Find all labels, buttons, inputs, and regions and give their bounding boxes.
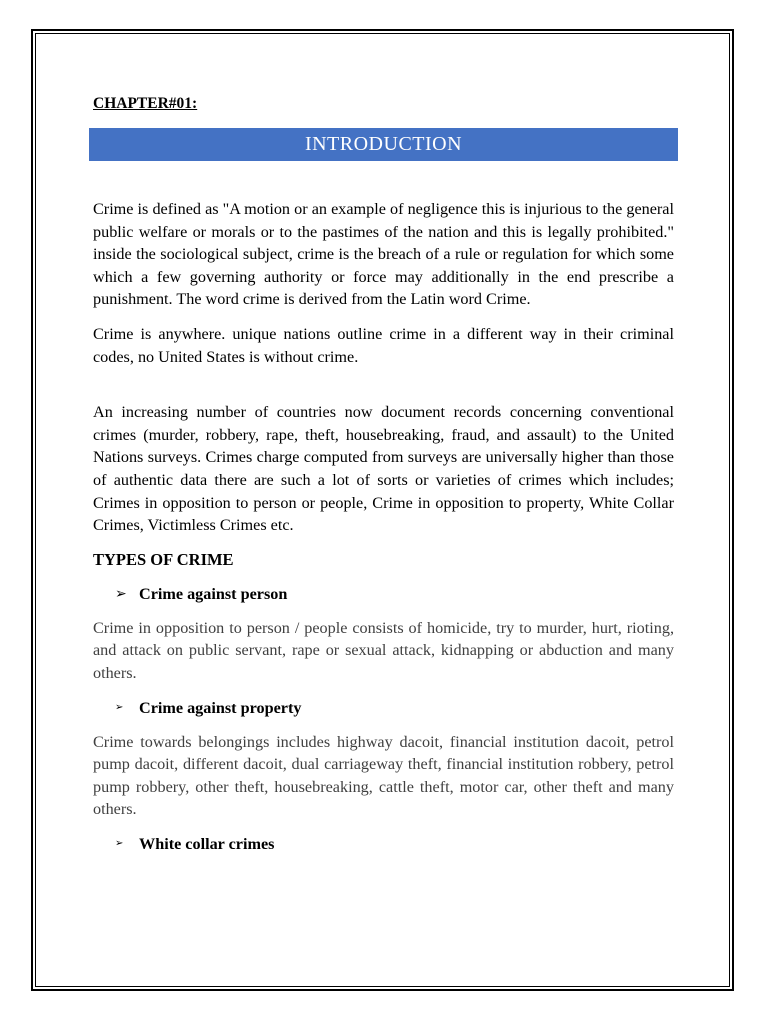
section-body-crime-against-person: Crime in opposition to person / people consists of homicide, try to murder, hurt, rioting, and attack on public servant, rape or sexual attack, kidnapping or abduction and many others. (93, 618, 674, 682)
section-body-crime-against-property: Crime towards belongings includes highway dacoit, financial institution dacoit, petrol pump dacoit, different dacoit, dual carriageway theft, financial institution robbery, petrol pump robbery, other theft, housebreaking, cattle theft, motor car, other theft and many others. (93, 732, 674, 819)
paragraph-gap (93, 380, 674, 401)
arrow-bullet-icon: ➢ (115, 837, 124, 849)
section-title: Crime against property (139, 698, 302, 717)
section-heading-white-collar-crimes (115, 833, 674, 855)
arrow-bullet-icon: ➢ (115, 701, 124, 713)
section-heading-crime-against-person (115, 583, 674, 605)
intro-paragraph-2: Crime is anywhere. unique nations outline crime in a different way in their criminal codes, no United States is without crime. (93, 324, 674, 366)
intro-paragraph-1: Crime is defined as "A motion or an example of negligence this is injurious to the general public welfare or morals or to the pastimes of the nation and this is legally prohibited." inside the sociological subject, crime is the breach of a rule or regulation for which some which a few governing authority or force may additionally in the end prescribe a punishment. The word crime is derived from the Latin word Crime. (93, 200, 674, 309)
intro-paragraph-3: An increasing number of countries now document records concerning conventional crimes (murder, robbery, rape, theft, housebreaking, fraud, and assault) to the United Nations surveys. Crimes charge computed from surveys are universally higher than those of authentic data there are such a lot of sorts or varieties of crimes which includes; Crimes in opposition to person or people, Crime in opposition to property, White Collar Crimes, Victimless Crimes etc. (93, 403, 674, 535)
arrow-bullet-icon: ➢ (115, 585, 127, 602)
section-title: White collar crimes (139, 834, 275, 853)
chapter-label: CHAPTER#01: (93, 95, 198, 112)
section-heading-crime-against-property (115, 697, 674, 719)
section-title: Crime against person (139, 584, 288, 603)
types-of-crime-heading: TYPES OF CRIME (93, 549, 234, 569)
introduction-banner: INTRODUCTION (89, 128, 678, 161)
document-content (93, 94, 674, 867)
